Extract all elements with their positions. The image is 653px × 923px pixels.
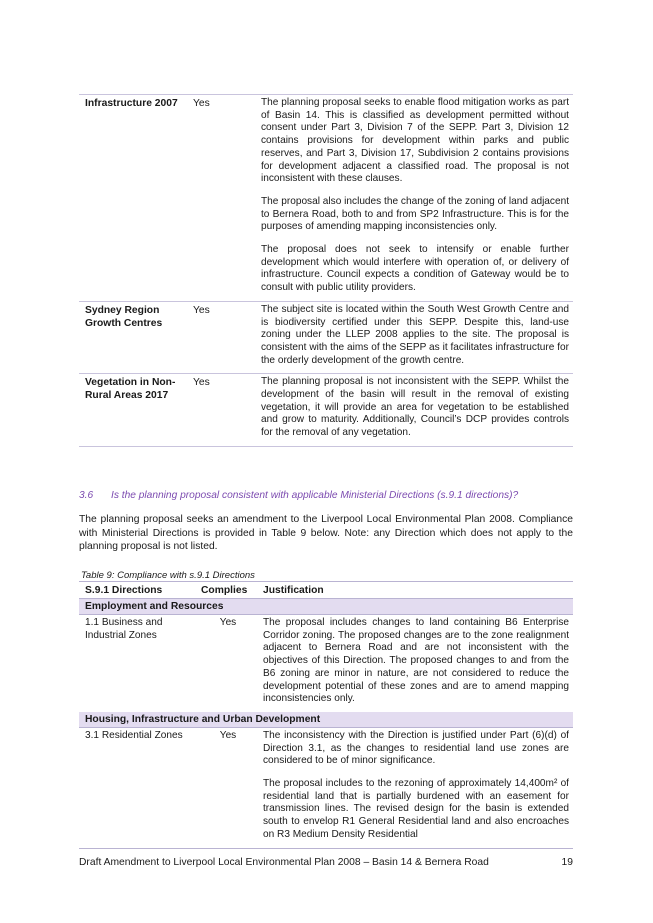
justification-paragraph: The subject site is located within the South West Growth Centre and is biodiversity certified under this SEPP. Despite this, land-use zoning under the LLEP 2008 applies to the site. The proposal is consistent with the aims of the SEPP as it facilitates infrastructure for the orderly development of the growth centre. <box>261 303 569 366</box>
justification-cell <box>263 730 569 842</box>
table-section-header: Housing, Infrastructure and Urban Development <box>79 712 573 728</box>
justification-paragraph: The proposal does not seek to intensify or enable further development which would interfere with operation of, or delivery of infrastructure. Council expects a condition of Gateway would be to consult with public utility providers. <box>261 244 569 294</box>
section-heading <box>79 489 579 502</box>
complies-value: Yes <box>193 304 210 316</box>
table-row <box>79 615 573 712</box>
table-row <box>79 302 573 375</box>
table-caption: Table 9: Compliance with s.9.1 Directions <box>81 570 255 581</box>
direction-name: 3.1 Residential Zones <box>85 729 183 741</box>
page-footer <box>79 856 573 869</box>
sepp-name: Sydney Region Growth Centres <box>85 304 163 329</box>
sepp-name: Infrastructure 2007 <box>85 98 178 109</box>
complies-value: Yes <box>219 617 237 628</box>
justification-paragraph: The proposal also includes the change of the zoning of land adjacent to Bernera Road, both to and from SP2 Infrastructure. This is for the purposes of amending mapping inconsistencies only. <box>261 195 569 233</box>
justification-paragraph: The planning proposal is not inconsistent with the SEPP. Whilst the development of the basin will result in the removal of existing vegetation, it will provide an area for vegetation to be established and grow to maturity. Additionally, Council’s DCP provides controls for the removal of any vegetation. <box>261 376 569 439</box>
sepp-compliance-table <box>79 94 573 447</box>
complies-value: Yes <box>193 377 210 389</box>
table-row <box>79 374 573 447</box>
justification-paragraph: The proposal includes to the rezoning of approximately 14,400m² of residential land that is partially burdened with an easement for transmission lines. The revised design for the basin is extended south to envelop R1 General Residential land and also encroaches on R3 Medium Density Residential <box>263 778 569 840</box>
justification-cell <box>261 97 569 295</box>
table-row <box>79 728 573 849</box>
body-paragraph: The planning proposal seeks an amendment to the Liverpool Local Environmental Plan 2008. Compliance with Ministerial Directions is provided in Table 9 below. Note: any Direction which does not apply to the planning proposal is not listed. <box>79 514 573 552</box>
page-number: 19 <box>561 857 573 868</box>
column-header: S.9.1 Directions <box>85 585 163 596</box>
section-number: 3.6 <box>79 490 94 501</box>
sepp-name: Vegetation in Non-Rural Areas 2017 <box>85 377 176 402</box>
justification-paragraph: The inconsistency with the Direction is justified under Part (6)(d) of Direction 3.1, as the changes to residential land use zones are considered to be of minor significance. <box>263 729 569 767</box>
table-section-header: Employment and Resources <box>79 599 573 615</box>
justification-paragraph: The proposal includes changes to land containing B6 Enterprise Corridor zoning. The proposed changes are to the zone realignment adjacent to Bernera Road and are not inconsistent with the objectives of this Direction. The proposed changes to and from the B6 zoning are minor in nature, are not considered to reduce the development potential of these zones and are to amend mapping inconsistencies only. <box>263 617 569 705</box>
complies-value: Yes <box>193 98 210 109</box>
table-header-row <box>79 582 573 599</box>
column-header: Complies <box>201 585 248 596</box>
table-row <box>79 95 573 302</box>
justification-cell <box>261 376 569 440</box>
directions-compliance-table <box>79 581 573 849</box>
justification-paragraph: The planning proposal seeks to enable flood mitigation works as part of Basin 14. This is classified as development permitted without consent under Part 3, Division 7 of the SEPP. Part 3, Division 12 contains provisions for development within parks and public reserves, and Part 3, Division 17, Subdivision 2 contains provisions for development adjacent a classified road. The proposal is not inconsistent with these clauses. <box>261 97 569 185</box>
column-header: Justification <box>263 585 324 596</box>
complies-value: Yes <box>219 729 237 741</box>
justification-cell <box>263 617 569 706</box>
section-heading-text: Is the planning proposal consistent with applicable Ministerial Directions (s.9.1 directions)? <box>111 490 519 501</box>
justification-cell <box>261 304 569 368</box>
direction-name: 1.1 Business and Industrial Zones <box>85 617 163 641</box>
footer-title: Draft Amendment to Liverpool Local Environmental Plan 2008 – Basin 14 & Bernera Road <box>79 857 489 868</box>
